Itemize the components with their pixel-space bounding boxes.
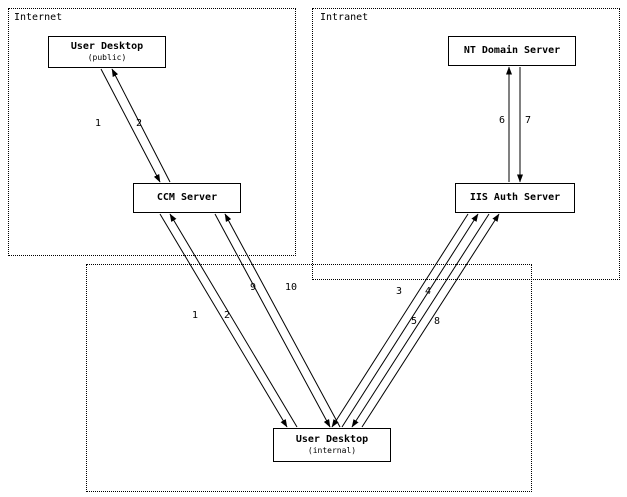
- node-subtitle: (public): [87, 53, 127, 62]
- edge-label-10: 10: [285, 282, 298, 293]
- node-title: User Desktop: [295, 434, 369, 445]
- zone-intranet-label: Intranet: [320, 12, 369, 23]
- node-subtitle: (internal): [307, 446, 357, 455]
- edge-label-3: 3: [396, 286, 403, 297]
- node-title: IIS Auth Server: [469, 192, 561, 203]
- edge-label-2-internal: 2: [224, 310, 231, 321]
- node-iis-auth-server[interactable]: [455, 183, 575, 213]
- edge-label-2-public: 2: [136, 118, 143, 129]
- node-nt-domain-server[interactable]: [448, 36, 576, 66]
- node-title: CCM Server: [156, 192, 218, 203]
- node-title: User Desktop: [70, 41, 144, 52]
- edge-label-7: 7: [525, 115, 532, 126]
- edge-label-1-internal: 1: [192, 310, 199, 321]
- node-user-desktop-internal[interactable]: [273, 428, 391, 462]
- node-user-desktop-public[interactable]: [48, 36, 166, 68]
- zone-internet-label: Internet: [14, 12, 63, 23]
- node-ccm-server[interactable]: [133, 183, 241, 213]
- edge-label-9: 9: [250, 282, 257, 293]
- edge-label-5: 5: [411, 316, 418, 327]
- edge-label-8: 8: [434, 316, 441, 327]
- edge-label-6: 6: [499, 115, 506, 126]
- edge-label-4: 4: [425, 286, 432, 297]
- node-title: NT Domain Server: [463, 45, 561, 56]
- edge-label-1-public: 1: [95, 118, 102, 129]
